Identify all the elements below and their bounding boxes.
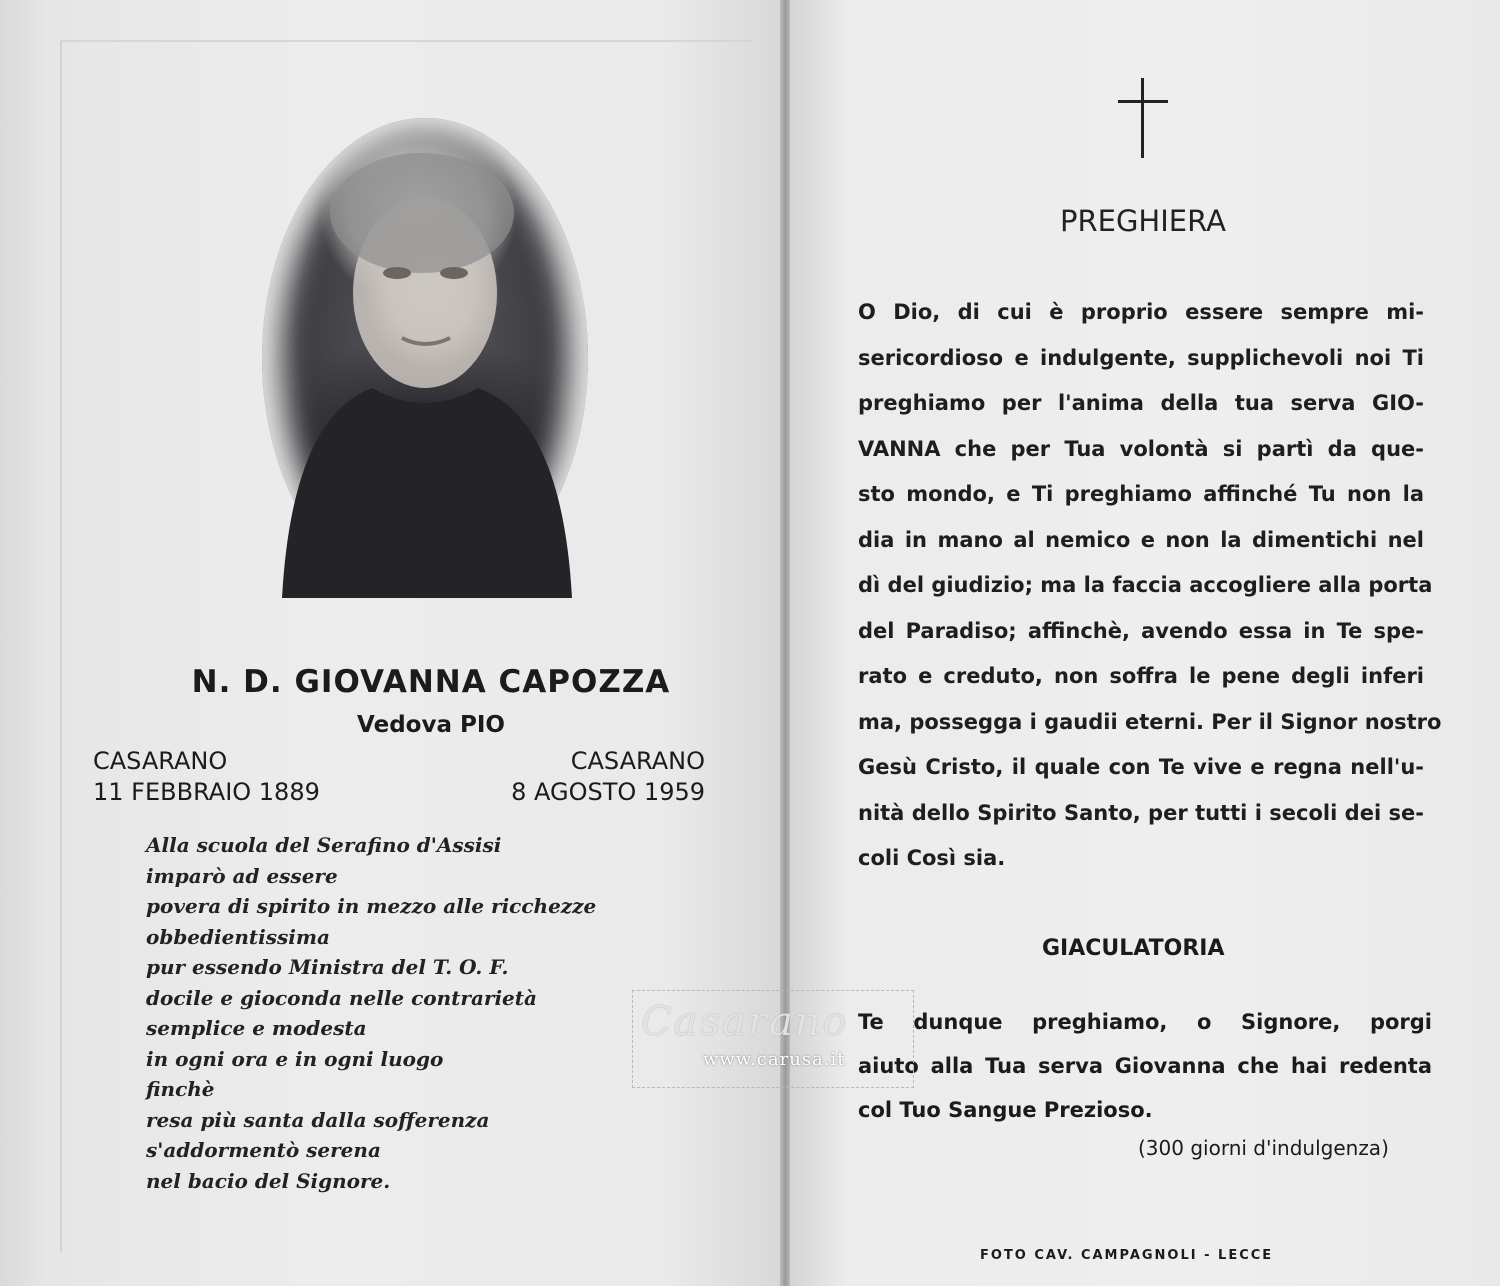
portrait-photo bbox=[262, 118, 588, 598]
giaculatoria-line: Te dunque preghiamo, o Signore, porgi bbox=[858, 1010, 1432, 1034]
epitaph-line: obbedientissima bbox=[146, 924, 330, 949]
prayer-line: coli Così sia. bbox=[858, 846, 1006, 870]
prayer-line: VANNA che per Tua volontà si partì da que- bbox=[858, 436, 1424, 461]
epitaph-line: resa più santa dalla sofferenza bbox=[146, 1107, 490, 1132]
prayer-line: dì del giudizio; ma la faccia accogliere alla porta bbox=[858, 573, 1433, 597]
prayer-line: nità dello Spirito Santo, per tutti i secoli dei se- bbox=[858, 800, 1424, 825]
epitaph-line: Alla scuola del Serafino d'Assisi bbox=[146, 833, 502, 857]
epitaph-line: s'addormentò serena bbox=[146, 1138, 381, 1162]
epitaph bbox=[146, 830, 596, 1196]
epitaph-line: nel bacio del Signore. bbox=[146, 1168, 391, 1193]
epitaph-line: in ogni ora e in ogni luogo bbox=[146, 1046, 444, 1071]
giaculatoria-text bbox=[858, 1000, 1432, 1132]
birth-info bbox=[93, 746, 320, 808]
giaculatoria-line: col Tuo Sangue Prezioso. bbox=[858, 1098, 1153, 1122]
indulgence-note: (300 giorni d'indulgenza) bbox=[1138, 1136, 1389, 1160]
epitaph-line: semplice e modesta bbox=[146, 1016, 367, 1040]
giaculatoria-line: aiuto alla Tua serva Giovanna che hai redenta bbox=[858, 1054, 1432, 1078]
epitaph-line: pur essendo Ministra del T. O. F. bbox=[146, 955, 509, 979]
birth-place: CASARANO bbox=[93, 747, 228, 775]
prayer-line: preghiamo per l'anima della tua serva GIO- bbox=[858, 391, 1424, 415]
prayer-line: rato e creduto, non soffra le pene degli inferi bbox=[858, 664, 1424, 688]
prayer-title: PREGHIERA bbox=[1060, 204, 1226, 238]
epitaph-line: imparò ad essere bbox=[146, 863, 338, 888]
giaculatoria-title: GIACULATORIA bbox=[1042, 936, 1225, 961]
death-info bbox=[505, 746, 705, 808]
watermark bbox=[632, 990, 914, 1088]
watermark-script: Casarano bbox=[641, 999, 849, 1045]
prayer-line: sto mondo, e Ti preghiamo affinché Tu non la bbox=[858, 482, 1424, 506]
photo-credit: FOTO CAV. CAMPAGNOLI - LECCE bbox=[980, 1248, 1274, 1263]
prayer-line: ma, possegga i gaudii eterni. Per il Signor nostro bbox=[858, 709, 1442, 734]
prayer-line: del Paradiso; affinchè, avendo essa in Te spe- bbox=[858, 618, 1424, 643]
birth-date: 11 FEBBRAIO 1889 bbox=[93, 778, 320, 806]
deceased-name: N. D. GIOVANNA CAPOZZA bbox=[191, 664, 671, 700]
epitaph-line: finchè bbox=[146, 1077, 215, 1101]
death-place: CASARANO bbox=[570, 747, 705, 775]
prayer-line: sericordioso e indulgente, supplichevoli noi Ti bbox=[858, 345, 1424, 370]
cross-icon bbox=[1118, 78, 1168, 158]
prayer-text bbox=[858, 290, 1442, 882]
prayer-line: dia in mano al nemico e non la dimentichi nel bbox=[858, 527, 1424, 552]
prayer-line: Gesù Cristo, il quale con Te vive e regna nell'u- bbox=[858, 755, 1424, 779]
death-date: 8 AGOSTO 1959 bbox=[511, 778, 705, 806]
widow-subtitle: Vedova PIO bbox=[357, 712, 505, 738]
epitaph-line: povera di spirito in mezzo alle ricchezze bbox=[146, 894, 597, 918]
epitaph-line: docile e gioconda nelle contrarietà bbox=[146, 985, 537, 1010]
prayer-line: O Dio, di cui è proprio essere sempre mi- bbox=[858, 300, 1424, 324]
watermark-url: www.carusa.it bbox=[703, 1049, 846, 1070]
